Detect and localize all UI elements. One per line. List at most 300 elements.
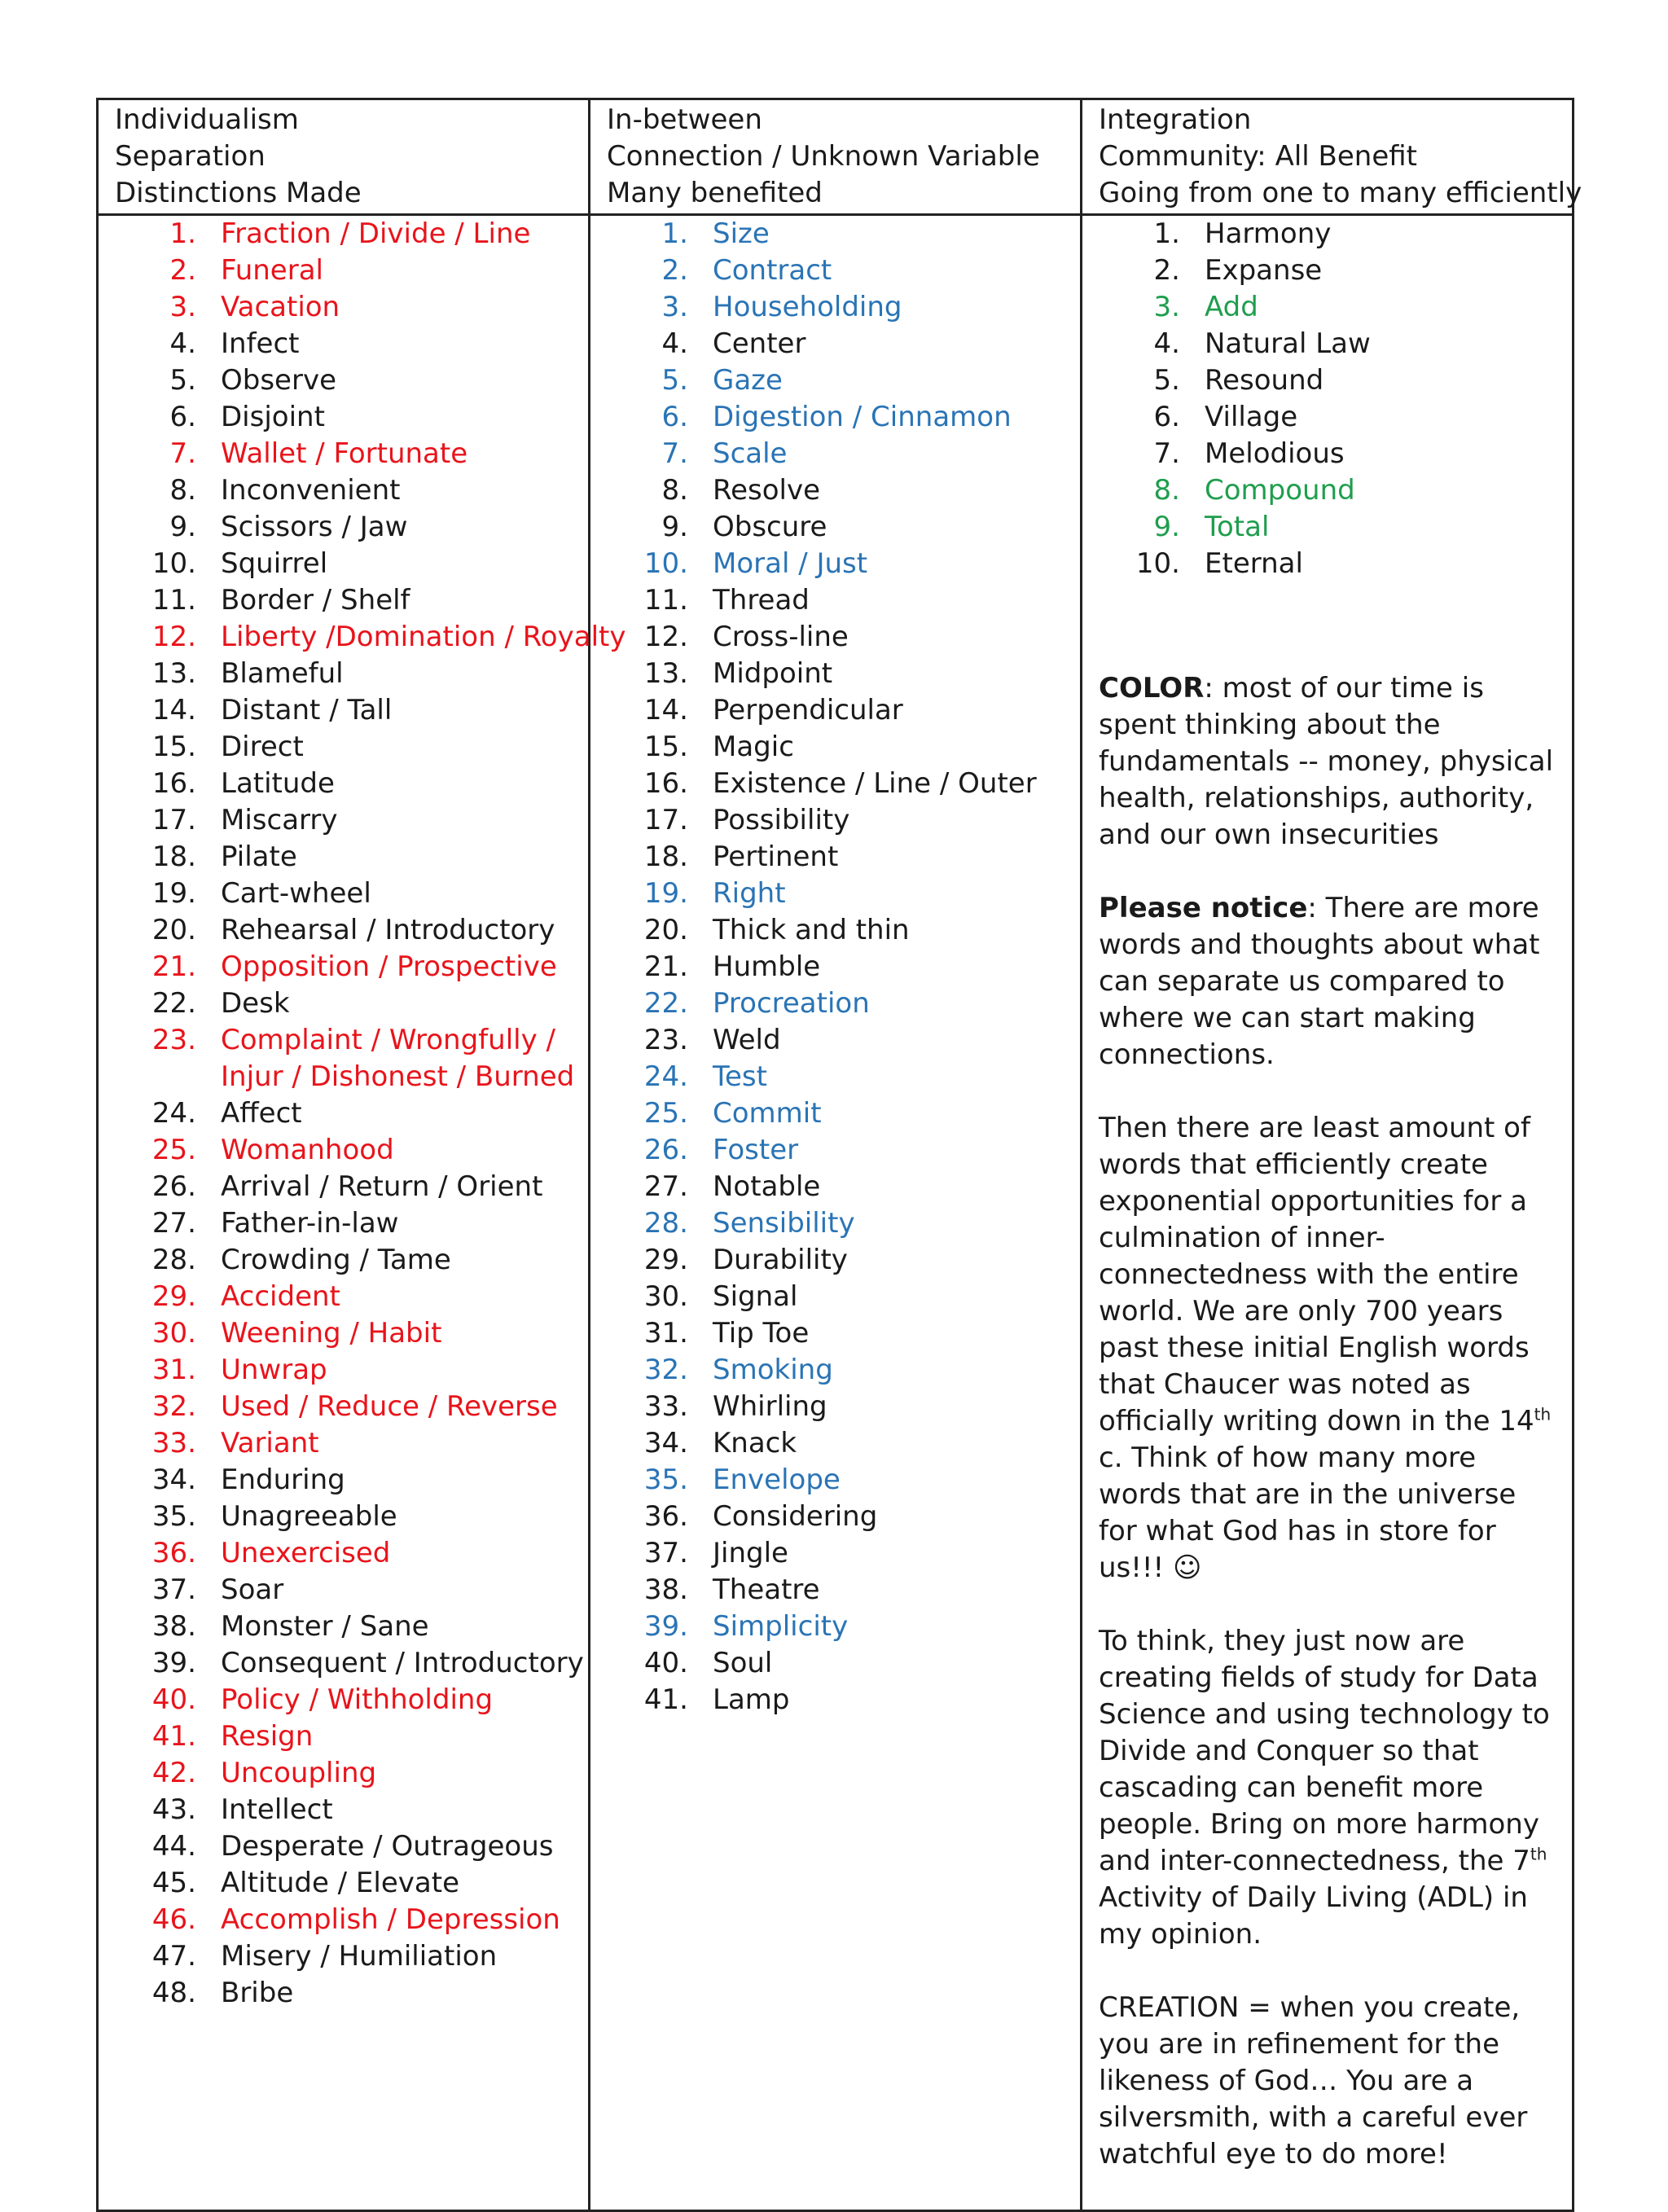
item-number: 34. — [643, 1427, 688, 1459]
item-word: Center — [713, 327, 806, 360]
word-table — [96, 98, 1582, 2212]
item-number: 14. — [643, 694, 688, 726]
item-word: Magic — [713, 731, 794, 763]
item-word: Natural Law — [1205, 327, 1371, 360]
least-words-text: Then there are least amount of words that efficiently create exponential opportunities for a culmination of inner-connectedness with the entire world. We are only 700 years past these initial English words that Chaucer was noted as officially writing down in the 14 — [1099, 1112, 1534, 1437]
item-word: Crowding / Tame — [221, 1244, 451, 1276]
item-number: 9. — [1153, 511, 1180, 543]
item-number: 23. — [151, 1024, 196, 1056]
item-word: Miscarry — [221, 804, 338, 836]
item-word: Obscure — [713, 511, 827, 543]
item-number: 1. — [1153, 217, 1180, 250]
item-number: 4. — [1153, 327, 1180, 360]
item-number: 47. — [151, 1940, 196, 1973]
item-word: Contract — [713, 254, 832, 287]
item-number: 31. — [643, 1317, 688, 1350]
integration-word-item — [1099, 326, 1572, 362]
header-individualism — [98, 99, 590, 215]
item-number: 37. — [151, 1573, 196, 1606]
item-number: 11. — [151, 584, 196, 617]
item-word: Considering — [713, 1500, 878, 1533]
item-number: 38. — [151, 1610, 196, 1643]
item-number: 26. — [151, 1170, 196, 1203]
integration-notes — [1099, 670, 1572, 2173]
in-between-word-item — [607, 1609, 1080, 1645]
item-number: 26. — [643, 1134, 688, 1166]
item-number: 33. — [643, 1390, 688, 1423]
least-words-text-end: c. Think of how many more words that are in the universe for what God has in store for us!!! ☺ — [1099, 1442, 1517, 1584]
in-between-word-item — [607, 1462, 1080, 1499]
item-number: 8. — [661, 474, 688, 507]
individualism-word-item — [115, 912, 588, 949]
item-word: Complaint / Wrongfully / — [221, 1024, 555, 1056]
item-number: 8. — [169, 474, 196, 507]
in-between-word-item — [607, 1169, 1080, 1205]
header-integration — [1082, 99, 1582, 215]
in-between-word-item — [607, 436, 1080, 472]
in-between-word-item — [607, 1095, 1080, 1132]
item-word: Thread — [713, 584, 810, 617]
individualism-word-item — [115, 362, 588, 399]
body-row — [98, 215, 1574, 2211]
item-word: Notable — [713, 1170, 821, 1203]
item-number: 21. — [151, 950, 196, 983]
item-number: 1. — [169, 217, 196, 250]
in-between-word-item — [607, 252, 1080, 289]
item-number: 8. — [1153, 474, 1180, 507]
in-between-word-item — [607, 1315, 1080, 1352]
item-word: Existence / Line / Outer — [713, 767, 1037, 800]
in-between-word-item — [607, 766, 1080, 802]
creation-note — [1099, 1990, 1562, 2173]
item-word: Possibility — [713, 804, 850, 836]
item-word: Jingle — [713, 1537, 788, 1569]
individualism-word-item — [115, 1609, 588, 1645]
header-title: Integration — [1099, 103, 1252, 136]
item-word: Observe — [221, 364, 336, 397]
item-word: Opposition / Prospective — [221, 950, 557, 983]
item-number: 41. — [151, 1720, 196, 1753]
header-subtitle: Separation — [115, 140, 266, 173]
item-number: 35. — [643, 1464, 688, 1496]
individualism-word-item — [115, 1975, 588, 2012]
item-number: 15. — [643, 731, 688, 763]
integration-word-item — [1099, 436, 1572, 472]
item-number: 17. — [151, 804, 196, 836]
item-number: 2. — [1153, 254, 1180, 287]
individualism-word-item — [115, 509, 588, 546]
header-description: Many benefited — [607, 177, 823, 209]
item-number: 42. — [151, 1757, 196, 1789]
header-row — [98, 99, 1574, 215]
item-number: 7. — [169, 437, 196, 470]
item-number: 48. — [151, 1977, 196, 2009]
item-number: 30. — [151, 1317, 196, 1350]
item-word: Inconvenient — [221, 474, 401, 507]
item-word: Smoking — [713, 1354, 833, 1386]
item-word: Humble — [713, 950, 821, 983]
item-word: Soar — [221, 1573, 284, 1606]
item-word: Desk — [221, 987, 290, 1020]
item-number: 14. — [151, 694, 196, 726]
item-word: Signal — [713, 1280, 798, 1313]
item-number: 9. — [661, 511, 688, 543]
item-word: Direct — [221, 731, 304, 763]
item-number: 37. — [643, 1537, 688, 1569]
individualism-word-item — [115, 949, 588, 985]
in-between-word-item — [607, 1425, 1080, 1462]
item-number: 10. — [1135, 547, 1180, 580]
in-between-word-item — [607, 1022, 1080, 1059]
item-number: 38. — [643, 1573, 688, 1606]
item-word: Village — [1205, 401, 1298, 433]
individualism-word-item — [115, 436, 588, 472]
item-number: 13. — [151, 657, 196, 690]
item-word: Householding — [713, 291, 902, 323]
item-number: 1. — [661, 217, 688, 250]
item-word: Midpoint — [713, 657, 833, 690]
item-word: Liberty /Domination / Royalty — [221, 621, 626, 653]
item-number: 24. — [643, 1060, 688, 1093]
individualism-word-item — [115, 692, 588, 729]
item-word: Injur / Dishonest / Burned — [221, 1060, 575, 1093]
individualism-word-item — [115, 1572, 588, 1609]
item-word: Altitude / Elevate — [221, 1867, 459, 1899]
individualism-word-item — [115, 1389, 588, 1425]
item-number: 29. — [151, 1280, 196, 1313]
item-word: Resolve — [713, 474, 821, 507]
item-word: Pertinent — [713, 840, 839, 873]
item-word: Policy / Withholding — [221, 1683, 494, 1716]
item-number: 34. — [151, 1464, 196, 1496]
in-between-word-item — [607, 289, 1080, 326]
individualism-word-item — [115, 1022, 588, 1059]
item-word: Fraction / Divide / Line — [221, 217, 531, 250]
individualism-word-item — [115, 399, 588, 436]
individualism-word-item — [115, 656, 588, 692]
item-word: Intellect — [221, 1793, 333, 1826]
individualism-word-item — [115, 1828, 588, 1865]
item-word: Size — [713, 217, 770, 250]
color-note — [1099, 670, 1562, 854]
item-word: Tip Toe — [713, 1317, 810, 1350]
integration-word-item — [1099, 289, 1572, 326]
header-subtitle: Connection / Unknown Variable — [607, 140, 1040, 173]
data-science-text: To think, they just now are creating fields of study for Data Science and using technology to Divide and Conquer so that cascading can benefit more people. Bring on more harmony and inter-connectedness, the 7 — [1099, 1625, 1550, 1877]
data-science-note — [1099, 1623, 1562, 1953]
in-between-word-item — [607, 582, 1080, 619]
item-word: Accomplish / Depression — [221, 1903, 560, 1936]
item-number: 17. — [643, 804, 688, 836]
item-word: Melodious — [1205, 437, 1345, 470]
in-between-word-item — [607, 1389, 1080, 1425]
item-number: 27. — [643, 1170, 688, 1203]
item-word: Compound — [1205, 474, 1355, 507]
item-number — [147, 1059, 196, 1095]
individualism-word-item — [115, 1205, 588, 1242]
individualism-word-item — [115, 1902, 588, 1938]
item-number: 39. — [151, 1647, 196, 1679]
individualism-word-item — [115, 546, 588, 582]
item-word: Weening / Habit — [221, 1317, 442, 1350]
item-word: Unexercised — [221, 1537, 391, 1569]
item-word: Vacation — [221, 291, 340, 323]
item-word: Perpendicular — [713, 694, 903, 726]
individualism-word-item — [115, 1535, 588, 1572]
integration-word-item — [1099, 546, 1572, 582]
item-word: Envelope — [713, 1464, 841, 1496]
item-word: Desperate / Outrageous — [221, 1830, 554, 1863]
item-number: 43. — [151, 1793, 196, 1826]
in-between-word-item — [607, 1059, 1080, 1095]
item-number: 7. — [1153, 437, 1180, 470]
item-word: Thick and thin — [713, 914, 910, 946]
item-word: Commit — [713, 1097, 822, 1130]
in-between-word-item — [607, 729, 1080, 766]
individualism-word-list — [115, 216, 626, 2012]
item-number: 5. — [661, 364, 688, 397]
data-science-text-end: Activity of Daily Living (ADL) in my opinion. — [1099, 1881, 1528, 1951]
item-number: 22. — [643, 987, 688, 1020]
individualism-word-item — [115, 729, 588, 766]
individualism-word-item — [115, 802, 588, 839]
in-between-word-item — [607, 949, 1080, 985]
individualism-word-item — [115, 766, 588, 802]
color-label: COLOR — [1099, 672, 1205, 704]
individualism-word-item — [115, 839, 588, 876]
integration-word-item — [1099, 472, 1572, 509]
integration-word-item — [1099, 252, 1572, 289]
item-word: Uncoupling — [221, 1757, 377, 1789]
item-word: Cart-wheel — [221, 877, 371, 910]
item-word: Whirling — [713, 1390, 827, 1423]
item-word: Durability — [713, 1244, 848, 1276]
item-word: Enduring — [221, 1464, 345, 1496]
individualism-word-item — [115, 216, 588, 252]
in-between-word-item — [607, 1645, 1080, 1682]
item-number: 6. — [1153, 401, 1180, 433]
least-words-note — [1099, 1110, 1562, 1587]
color-text: : most of our time is spent thinking about the fundamentals -- money, physical health, relationships, authority, and our own insecurities — [1099, 672, 1554, 851]
item-word: Procreation — [713, 987, 870, 1020]
item-number: 2. — [661, 254, 688, 287]
individualism-word-item — [115, 985, 588, 1022]
item-word: Total — [1205, 511, 1270, 543]
item-number: 46. — [151, 1903, 196, 1936]
item-word: Variant — [221, 1427, 319, 1459]
item-number: 20. — [643, 914, 688, 946]
in-between-column — [590, 215, 1082, 2211]
integration-column — [1082, 215, 1574, 2211]
in-between-word-item — [607, 472, 1080, 509]
item-number: 11. — [643, 584, 688, 617]
item-number: 16. — [643, 767, 688, 800]
in-between-word-item — [607, 1132, 1080, 1169]
item-word: Digestion / Cinnamon — [713, 401, 1012, 433]
in-between-word-item — [607, 912, 1080, 949]
ordinal-suffix: th — [1534, 1404, 1552, 1424]
item-word: Accident — [221, 1280, 340, 1313]
item-number: 6. — [661, 401, 688, 433]
in-between-word-item — [607, 399, 1080, 436]
item-word: Simplicity — [713, 1610, 849, 1643]
item-number: 7. — [661, 437, 688, 470]
item-word: Add — [1205, 291, 1258, 323]
item-number: 29. — [643, 1244, 688, 1276]
item-word: Father-in-law — [221, 1207, 399, 1240]
item-number: 4. — [661, 327, 688, 360]
individualism-word-item — [115, 1462, 588, 1499]
in-between-word-item — [607, 802, 1080, 839]
item-number: 20. — [151, 914, 196, 946]
individualism-word-item — [115, 1865, 588, 1902]
item-word: Weld — [713, 1024, 781, 1056]
individualism-word-item — [115, 876, 588, 912]
item-word: Consequent / Introductory — [221, 1647, 584, 1679]
item-number: 33. — [151, 1427, 196, 1459]
in-between-word-item — [607, 1535, 1080, 1572]
integration-word-item — [1099, 216, 1572, 252]
item-number: 10. — [151, 547, 196, 580]
item-word: Moral / Just — [713, 547, 868, 580]
item-word: Affect — [221, 1097, 302, 1130]
item-number: 6. — [169, 401, 196, 433]
in-between-word-list — [607, 216, 1080, 1718]
ordinal-suffix: th — [1530, 1844, 1547, 1864]
item-word: Bribe — [221, 1977, 294, 2009]
integration-word-item — [1099, 362, 1572, 399]
item-word: Expanse — [1205, 254, 1323, 287]
item-number: 40. — [151, 1683, 196, 1716]
item-number: 15. — [151, 731, 196, 763]
individualism-word-item — [115, 1938, 588, 1975]
individualism-word-item — [115, 1352, 588, 1389]
item-word: Test — [713, 1060, 767, 1093]
item-number: 32. — [643, 1354, 688, 1386]
creation-text: CREATION = when you create, you are in refinement for the likeness of God… You are a silversmith, with a careful ever watchful eye to do more! — [1099, 1991, 1528, 2170]
header-in-between — [590, 99, 1082, 215]
in-between-word-item — [607, 1572, 1080, 1609]
item-number: 36. — [643, 1500, 688, 1533]
header-title: In-between — [607, 103, 762, 136]
item-word: Right — [713, 877, 786, 910]
item-word: Misery / Humiliation — [221, 1940, 498, 1973]
item-word: Used / Reduce / Reverse — [221, 1390, 558, 1423]
item-word: Latitude — [221, 767, 335, 800]
individualism-word-item — [115, 1682, 588, 1718]
integration-word-item — [1099, 509, 1572, 546]
individualism-word-item — [115, 1792, 588, 1828]
notice-text: : There are more words and thoughts about what can separate us compared to where we can start making connections. — [1099, 892, 1540, 1071]
item-number: 41. — [643, 1683, 688, 1716]
header-description: Going from one to many efficiently — [1099, 177, 1582, 209]
item-word: Gaze — [713, 364, 783, 397]
item-word: Sensibility — [713, 1207, 855, 1240]
in-between-word-item — [607, 546, 1080, 582]
in-between-word-item — [607, 509, 1080, 546]
item-number: 31. — [151, 1354, 196, 1386]
item-word: Squirrel — [221, 547, 328, 580]
item-number: 9. — [169, 511, 196, 543]
item-number: 5. — [1153, 364, 1180, 397]
individualism-word-item — [115, 1315, 588, 1352]
item-number: 35. — [151, 1500, 196, 1533]
item-number: 36. — [151, 1537, 196, 1569]
individualism-word-item — [115, 1755, 588, 1792]
item-word: Resound — [1205, 364, 1324, 397]
item-word: Distant / Tall — [221, 694, 393, 726]
item-word: Scissors / Jaw — [221, 511, 408, 543]
notice-note — [1099, 890, 1562, 1073]
item-number: 12. — [151, 621, 196, 653]
item-word: Pilate — [221, 840, 297, 873]
item-word: Infect — [221, 327, 300, 360]
individualism-word-item — [115, 1425, 588, 1462]
item-word: Lamp — [713, 1683, 790, 1716]
item-word: Arrival / Return / Orient — [221, 1170, 543, 1203]
in-between-word-item — [607, 1242, 1080, 1279]
item-word: Border / Shelf — [221, 584, 410, 617]
individualism-column — [98, 215, 626, 2211]
individualism-word-item — [115, 1059, 588, 1095]
item-word: Theatre — [713, 1573, 820, 1606]
item-word: Harmony — [1205, 217, 1332, 250]
item-number: 22. — [151, 987, 196, 1020]
integration-word-item — [1099, 399, 1572, 436]
item-number: 2. — [169, 254, 196, 287]
item-word: Wallet / Fortunate — [221, 437, 468, 470]
item-number: 45. — [151, 1867, 196, 1899]
item-word: Soul — [713, 1647, 773, 1679]
individualism-word-item — [115, 1645, 588, 1682]
item-word: Knack — [713, 1427, 797, 1459]
item-number: 10. — [643, 547, 688, 580]
item-number: 18. — [151, 840, 196, 873]
individualism-word-item — [115, 252, 588, 289]
item-number: 4. — [169, 327, 196, 360]
item-word: Unwrap — [221, 1354, 327, 1386]
item-number: 32. — [151, 1390, 196, 1423]
item-number: 27. — [151, 1207, 196, 1240]
item-number: 40. — [643, 1647, 688, 1679]
item-number: 19. — [643, 877, 688, 910]
in-between-word-item — [607, 619, 1080, 656]
item-number: 30. — [643, 1280, 688, 1313]
in-between-word-item — [607, 1352, 1080, 1389]
individualism-word-item — [115, 1242, 588, 1279]
in-between-word-item — [607, 692, 1080, 729]
item-word: Resign — [221, 1720, 314, 1753]
item-word: Foster — [713, 1134, 799, 1166]
item-number: 25. — [643, 1097, 688, 1130]
individualism-word-item — [115, 326, 588, 362]
individualism-word-item — [115, 1279, 588, 1315]
individualism-word-item — [115, 289, 588, 326]
item-number: 3. — [169, 291, 196, 323]
item-number: 19. — [151, 877, 196, 910]
item-number: 39. — [643, 1610, 688, 1643]
item-number: 25. — [151, 1134, 196, 1166]
in-between-word-item — [607, 1682, 1080, 1718]
individualism-word-item — [115, 619, 626, 656]
in-between-word-item — [607, 985, 1080, 1022]
item-number: 16. — [151, 767, 196, 800]
item-word: Eternal — [1205, 547, 1303, 580]
item-number: 5. — [169, 364, 196, 397]
item-word: Unagreeable — [221, 1500, 397, 1533]
item-number: 3. — [661, 291, 688, 323]
item-word: Cross-line — [713, 621, 849, 653]
